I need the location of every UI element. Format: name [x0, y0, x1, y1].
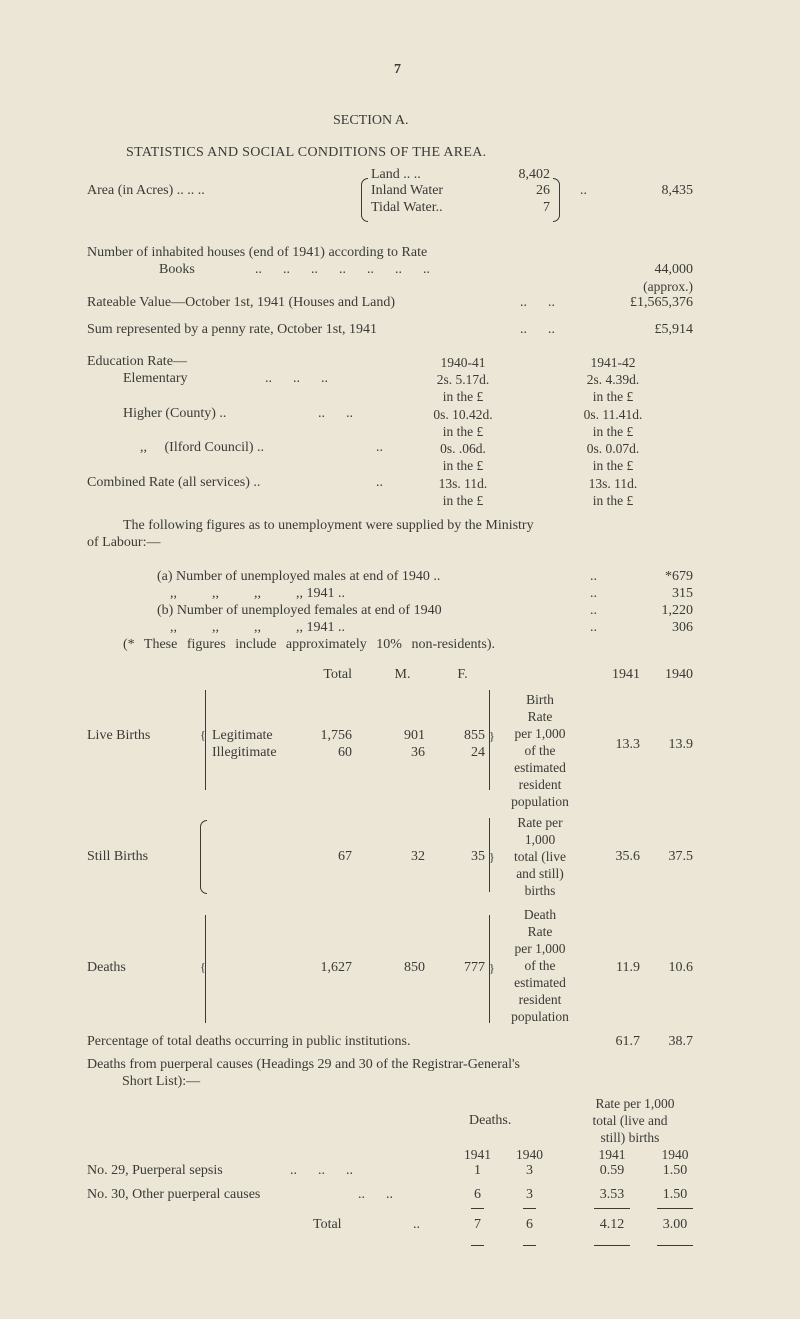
education-row-dots: .. [376, 440, 383, 455]
puerperal-row-label: No. 29, Puerperal sepsis [87, 1163, 223, 1178]
rateable-value-dots: .. .. [520, 295, 555, 310]
rate-text-line: total (live [513, 849, 567, 864]
total-rule-bottom [594, 1245, 630, 1246]
rate-text-line: population [511, 794, 569, 809]
rate-text-line: Birth [526, 692, 554, 707]
rate-text-line: estimated [514, 760, 566, 775]
education-row-1941: 0s. 11.41d. [583, 407, 643, 422]
area-dots: .. [580, 183, 587, 198]
puerperal-row-rate-1941: 0.59 [599, 1163, 625, 1178]
houses-label-line2: Books [159, 262, 195, 277]
unemployment-intro-line1: The following figures as to unemployment were supplied by the Ministry [123, 518, 534, 533]
total-rule-bottom [657, 1245, 693, 1246]
area-right-brace [553, 178, 560, 222]
puerperal-row-deaths-1941: 6 [474, 1187, 481, 1202]
still-births-right-brace-point: } [489, 850, 495, 864]
area-label: Area (in Acres) .. .. .. [87, 183, 205, 198]
education-unit: in the £ [442, 458, 484, 473]
live-births-left-brace-point: { [200, 728, 206, 742]
unemployment-footnote: (* These figures include approximately 10% non-residents). [123, 637, 496, 652]
puerperal-year-deaths-1941: 1941 [464, 1147, 491, 1162]
puerperal-total-label: Total [313, 1217, 342, 1232]
total-rule-top [657, 1208, 693, 1209]
still-births-total: 67 [338, 849, 352, 864]
rateable-value: £1,565,376 [630, 295, 693, 310]
education-unit: in the £ [592, 458, 634, 473]
unemployment-row-label: (b) Number of unemployed females at end of 1940 [157, 603, 442, 618]
rate-text-line: of the [524, 743, 556, 758]
unemployment-row-value: 315 [672, 586, 693, 601]
education-row-1941: 0s. 0.07d. [586, 441, 640, 456]
puerperal-year-deaths-1940: 1940 [516, 1147, 543, 1162]
education-row-label: Elementary [123, 371, 188, 386]
education-col-1940: 1940-41 [440, 355, 486, 370]
houses-value: 44,000 [654, 262, 693, 277]
education-row-1941: 2s. 4.39d. [586, 372, 640, 387]
education-unit: in the £ [592, 389, 634, 404]
houses-dots: .. .. .. .. .. .. .. [255, 262, 430, 277]
education-row-dots: .. .. [318, 406, 353, 421]
deaths-rate-1941: 11.9 [616, 960, 640, 975]
education-col-1941: 1941-42 [590, 355, 636, 370]
total-rule-bottom [471, 1245, 484, 1246]
still-births-rate-1941: 35.6 [615, 849, 640, 864]
rate-text-line: births [524, 883, 556, 898]
area-item-land-label: Land .. .. [371, 167, 421, 182]
deaths-rate-1940: 10.6 [668, 960, 693, 975]
puerperal-row-dots: .. .. .. [290, 1163, 353, 1178]
total-rule-bottom [523, 1245, 536, 1246]
education-row-label: Combined Rate (all services) .. [87, 475, 261, 490]
puerperal-intro-line2: Short List):— [122, 1074, 201, 1089]
unemployment-row-value: 306 [672, 620, 693, 635]
live-births-row-label: Legitimate [212, 728, 273, 743]
houses-note: (approx.) [643, 279, 693, 294]
total-rule-top [471, 1208, 484, 1209]
unemployment-row-dots: .. [590, 603, 597, 618]
deaths-left-brace-point: { [200, 960, 206, 974]
rate-text-line: Rate [527, 924, 553, 939]
live-births-rate-1941: 13.3 [615, 737, 640, 752]
rate-text-line: resident [518, 992, 562, 1007]
education-row-label: ,, (Ilford Council) .. [140, 440, 265, 455]
col-header-1941: 1941 [612, 667, 640, 682]
deaths-total: 1,627 [320, 960, 352, 975]
education-row-1940: 2s. 5.17d. [436, 372, 490, 387]
puerperal-row-deaths-1940: 3 [526, 1163, 533, 1178]
area-left-brace [361, 178, 368, 222]
deaths-m: 850 [404, 960, 425, 975]
rate-text-line: 1,000 [524, 832, 556, 847]
deaths-f: 777 [464, 960, 485, 975]
still-births-rate-1940: 37.5 [668, 849, 693, 864]
unemployment-row-value: 1,220 [661, 603, 693, 618]
rate-text-line: and still) [516, 866, 564, 881]
education-row-1940: 0s. .06d. [440, 441, 486, 456]
total-rule-top [594, 1208, 630, 1209]
puerperal-rate-header: still) births [600, 1130, 660, 1145]
puerperal-year-rate-1941: 1941 [598, 1147, 626, 1162]
unemployment-row-label: ,, ,, ,, ,, 1941 .. [170, 620, 345, 635]
education-row-1940: 13s. 11d. [438, 476, 488, 491]
main-title: STATISTICS AND SOCIAL CONDITIONS OF THE AREA. [126, 145, 487, 160]
puerperal-rate-header: total (live and [592, 1113, 668, 1128]
education-rate-heading: Education Rate— [87, 354, 187, 369]
education-row-1941: 13s. 11d. [588, 476, 638, 491]
live-births-row-m: 901 [404, 728, 425, 743]
puerperal-row-deaths-1940: 3 [526, 1187, 533, 1202]
puerperal-row-deaths-1941: 1 [474, 1163, 481, 1178]
penny-rate-label: Sum represented by a penny rate, October 1st, 1941 [87, 322, 378, 337]
live-births-row-f: 855 [464, 728, 485, 743]
puerperal-row-dots: .. .. [358, 1187, 393, 1202]
unemployment-intro-line2: of Labour:— [87, 535, 161, 550]
live-births-label: Live Births [87, 728, 151, 743]
section-title: SECTION A. [333, 113, 409, 128]
houses-label-line1: Number of inhabited houses (end of 1941) according to Rate [87, 245, 428, 260]
puerperal-total-rate-1940: 3.00 [662, 1217, 688, 1232]
rateable-value-label: Rateable Value—October 1st, 1941 (Houses and Land) [87, 295, 396, 310]
rate-text-line: Rate per [517, 815, 563, 830]
education-row-label: Higher (County) .. [123, 406, 227, 421]
col-header-total: Total [323, 667, 352, 682]
still-births-left-brace [200, 820, 207, 894]
education-row-dots: .. .. .. [265, 371, 328, 386]
live-births-row-f: 24 [471, 745, 485, 760]
puerperal-row-rate-1941: 3.53 [599, 1187, 625, 1202]
education-row-1940: 0s. 10.42d. [433, 407, 493, 422]
area-item-inland-value: 26 [536, 183, 550, 198]
rate-text-line: Rate [527, 709, 553, 724]
area-total: 8,435 [661, 183, 693, 198]
still-births-f: 35 [471, 849, 485, 864]
deaths-label: Deaths [87, 960, 126, 975]
area-item-tidal-label: Tidal Water.. [371, 200, 443, 215]
puerperal-rate-header: Rate per 1,000 [595, 1096, 675, 1111]
education-unit: in the £ [592, 493, 634, 508]
puerperal-intro-line1: Deaths from puerperal causes (Headings 29 and 30 of the Registrar-General's [87, 1057, 520, 1072]
puerperal-total-deaths-1940: 6 [526, 1217, 533, 1232]
live-births-right-brace-point: } [489, 729, 495, 743]
unemployment-row-dots: .. [590, 586, 597, 601]
col-header-f: F. [457, 667, 468, 682]
puerperal-row-label: No. 30, Other puerperal causes [87, 1187, 261, 1202]
penny-rate-dots: .. .. [520, 322, 555, 337]
education-row-dots: .. [376, 475, 383, 490]
live-births-row-total: 60 [338, 745, 352, 760]
public-institutions-1940: 38.7 [668, 1034, 693, 1049]
rate-text-line: per 1,000 [514, 726, 566, 741]
puerperal-row-rate-1940: 1.50 [662, 1163, 688, 1178]
unemployment-row-label: (a) Number of unemployed males at end of 1940 .. [157, 569, 441, 584]
live-births-row-total: 1,756 [320, 728, 352, 743]
live-births-row-label: Illegitimate [212, 745, 277, 760]
area-item-tidal-value: 7 [543, 200, 550, 215]
still-births-m: 32 [411, 849, 425, 864]
live-births-row-m: 36 [411, 745, 425, 760]
puerperal-year-rate-1940: 1940 [661, 1147, 689, 1162]
area-item-inland-label: Inland Water [371, 183, 444, 198]
education-unit: in the £ [592, 424, 634, 439]
page-number: 7 [394, 62, 401, 77]
puerperal-row-rate-1940: 1.50 [662, 1187, 688, 1202]
public-institutions-label: Percentage of total deaths occurring in public institutions. [87, 1034, 411, 1049]
puerperal-total-rate-1941: 4.12 [599, 1217, 625, 1232]
puerperal-total-deaths-1941: 7 [474, 1217, 481, 1232]
rate-text-line: of the [524, 958, 556, 973]
education-unit: in the £ [442, 389, 484, 404]
total-rule-top [523, 1208, 536, 1209]
still-births-label: Still Births [87, 849, 149, 864]
col-header-1940: 1940 [665, 667, 693, 682]
education-unit: in the £ [442, 424, 484, 439]
puerperal-deaths-header: Deaths. [469, 1113, 512, 1128]
unemployment-row-label: ,, ,, ,, ,, 1941 .. [170, 586, 345, 601]
rate-text-line: Death [523, 907, 557, 922]
live-births-rate-1940: 13.9 [668, 737, 693, 752]
puerperal-total-dots: .. [413, 1217, 420, 1232]
rate-text-line: estimated [514, 975, 566, 990]
rate-text-line: per 1,000 [514, 941, 566, 956]
unemployment-row-value: *679 [665, 569, 693, 584]
deaths-right-brace-point: } [489, 961, 495, 975]
unemployment-row-dots: .. [590, 569, 597, 584]
col-header-m: M. [394, 667, 411, 682]
rate-text-line: population [511, 1009, 569, 1024]
public-institutions-1941: 61.7 [615, 1034, 640, 1049]
education-unit: in the £ [442, 493, 484, 508]
unemployment-row-dots: .. [590, 620, 597, 635]
penny-rate-value: £5,914 [654, 322, 693, 337]
area-item-land-value: 8,402 [518, 167, 550, 182]
rate-text-line: resident [518, 777, 562, 792]
